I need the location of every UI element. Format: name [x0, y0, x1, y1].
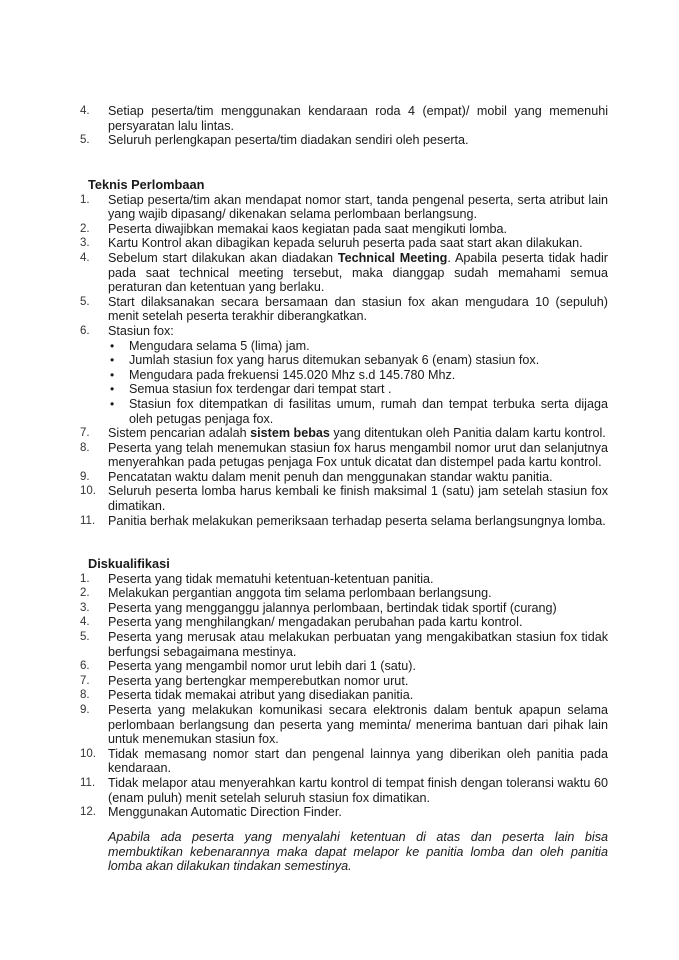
item-number: 10.: [80, 747, 96, 760]
list-item: [80, 630, 608, 659]
list-item: [80, 251, 608, 295]
item-text: Start dilaksanakan secara bersamaan dan stasiun fox akan mengudara 10 (sepuluh) menit setelah peserta terakhir diberangkatkan.: [108, 294, 608, 324]
item-number: 8.: [80, 689, 90, 702]
item-number: 4.: [80, 105, 90, 117]
diskualifikasi-section: [80, 557, 608, 820]
bullet-item: [108, 382, 608, 397]
stasiun-fox-bullets: [108, 339, 608, 427]
item-text: Tidak memasang nomor start dan pengenal lainnya yang diberikan oleh panitia pada kendaraan.: [108, 746, 608, 776]
list-item: [80, 222, 608, 237]
item-text: Stasiun fox:: [108, 323, 174, 338]
item-text: Setiap peserta/tim akan mendapat nomor start, tanda pengenal peserta, serta atribut lain yang wajib dipasang/ dikenakan selama perlombaan berlangsung.: [108, 192, 608, 222]
list-item: [80, 747, 608, 776]
item-number: 4.: [80, 616, 90, 629]
bullet-text: Stasiun fox ditempatkan di fasilitas umum, rumah dan tempat terbuka serta dijaga oleh petugas penjaga fox.: [129, 396, 608, 426]
item-number: 5.: [80, 295, 90, 308]
item-number: 7.: [80, 674, 90, 687]
item-number: 11.: [80, 776, 96, 789]
item-text: Pencatatan waktu dalam menit penuh dan menggunakan standar waktu panitia.: [108, 469, 553, 484]
list-item: [80, 426, 608, 441]
item-number: 5.: [80, 630, 90, 643]
bullet-item: [108, 368, 608, 383]
item-number: 9.: [80, 703, 90, 716]
item-text: Melakukan pergantian anggota tim selama perlombaan berlangsung.: [108, 586, 492, 601]
list-item: [80, 659, 608, 674]
item-text: Tidak melapor atau menyerahkan kartu kontrol di tempat finish dengan toleransi waktu 60 (enam puluh) menit setelah seluruh stasiun fox dimatikan.: [108, 775, 608, 805]
bullet-text: Mengudara selama 5 (lima) jam.: [129, 338, 310, 353]
item-number: 11.: [80, 514, 96, 527]
item-number: 3.: [80, 601, 90, 614]
item-number: 5.: [80, 134, 90, 147]
list-item: [80, 295, 608, 324]
item-text: Peserta yang mengganggu jalannya perlombaan, bertindak tidak sportif (curang): [108, 600, 557, 615]
item-text: Peserta yang melakukan komunikasi secara elektronis dalam bentuk apapun selama perlombaan berlangsung dan peserta yang meminta/ menerima bantuan dari pihak lain untuk menemukan stasiun fox.: [108, 702, 608, 747]
item-text: Setiap peserta/tim menggunakan kendaraan roda 4 (empat)/ mobil yang memenuhi persyaratan lalu lintas.: [108, 104, 608, 133]
item-text: Seluruh perlengkapan peserta/tim diadakan sendiri oleh peserta.: [108, 133, 469, 148]
item-number: 3.: [80, 237, 90, 250]
bullet-text: Mengudara pada frekuensi 145.020 Mhz s.d 145.780 Mhz.: [129, 367, 456, 382]
item-number: 7.: [80, 427, 90, 440]
item-number: 2.: [80, 222, 90, 235]
list-item: [80, 324, 608, 426]
list-item: [80, 133, 608, 148]
list-item: [80, 236, 608, 251]
item-number: 12.: [80, 806, 96, 819]
item-text: Kartu Kontrol akan dibagikan kepada seluruh peserta pada saat start akan dilakukan.: [108, 236, 583, 251]
item-number: 1.: [80, 572, 90, 585]
list-item: [80, 470, 608, 485]
item-text: Menggunakan Automatic Direction Finder.: [108, 805, 342, 820]
item-text: Peserta yang tidak mematuhi ketentuan-ketentuan panitia.: [108, 571, 434, 586]
intro-list-section: [80, 104, 608, 148]
disqualification-note: Apabila ada peserta yang menyalahi ketentuan di atas dan peserta lain bisa membuktikan kebenarannya maka dapat melapor ke panitia lomba dan oleh panitia lomba akan dilakukan tindakan semestinya.: [108, 830, 608, 874]
section-heading-diskualifikasi: Diskualifikasi: [88, 556, 170, 571]
bold-sistem-bebas: sistem bebas: [250, 426, 330, 441]
bold-technical-meeting: Technical Meeting: [337, 250, 448, 265]
item-text-before: Sebelum start dilakukan akan diadakan: [108, 250, 338, 265]
diskualifikasi-list: [80, 572, 608, 820]
list-item: [80, 586, 608, 601]
item-number: 1.: [80, 193, 90, 206]
list-item: [80, 703, 608, 747]
item-text: Peserta yang bertengkar memperebutkan nomor urut.: [108, 673, 409, 688]
item-number: 8.: [80, 441, 90, 454]
item-text-before: Sistem pencarian adalah: [108, 426, 251, 441]
item-number: 6.: [80, 660, 90, 673]
intro-list: [80, 104, 608, 148]
item-number: 10.: [80, 485, 96, 498]
section-heading-teknis: Teknis Perlombaan: [88, 177, 205, 192]
item-number: 9.: [80, 470, 90, 483]
bullet-item: [108, 353, 608, 368]
item-number: 4.: [80, 251, 90, 264]
list-item: [80, 441, 608, 470]
list-item: [80, 484, 608, 513]
list-item: [80, 601, 608, 616]
bullet-item: [108, 339, 608, 354]
list-item: [80, 688, 608, 703]
list-item: [80, 674, 608, 689]
bullet-text: Semua stasiun fox terdengar dari tempat start .: [129, 382, 392, 397]
item-text: Peserta yang merusak atau melakukan perbuatan yang mengakibatkan stasiun fox tidak berfungsi sebagaimana mestinya.: [108, 629, 608, 659]
item-text: Peserta yang telah menemukan stasiun fox harus mengambil nomor urut dan selanjutnya menyerahkan pada petugas penjaga Fox untuk dicatat dan distempel pada kartu kontrol.: [108, 440, 608, 470]
bullet-text: Jumlah stasiun fox yang harus ditemukan sebanyak 6 (enam) stasiun fox.: [129, 353, 540, 368]
item-text: Peserta tidak memakai atribut yang disediakan panitia.: [108, 688, 414, 703]
list-item: [80, 193, 608, 222]
item-text-after: . Apabila peserta tidak hadir pada saat technical meeting tersebut, maka dianggap sudah memahami semua peraturan dan ketentuan yang berlaku.: [108, 250, 608, 295]
item-text: Peserta diwajibkan memakai kaos kegiatan pada saat mengikuti lomba.: [108, 221, 508, 236]
bullet-item: [108, 397, 608, 426]
list-item: [80, 805, 608, 820]
list-item: [80, 104, 608, 133]
list-item: [80, 514, 608, 529]
item-text: Seluruh peserta lomba harus kembali ke finish maksimal 1 (satu) jam setelah stasiun fox dimatikan.: [108, 484, 608, 514]
item-number: 6.: [80, 324, 90, 337]
teknis-list: [80, 193, 608, 529]
item-number: 2.: [80, 587, 90, 600]
list-item: [80, 776, 608, 805]
teknis-section: [80, 178, 608, 528]
item-text: Peserta yang mengambil nomor urut lebih dari 1 (satu).: [108, 659, 416, 674]
list-item: [80, 615, 608, 630]
list-item: [80, 572, 608, 587]
item-text: Peserta yang menghilangkan/ mengadakan perubahan pada kartu kontrol.: [108, 615, 523, 630]
item-text-after: yang ditentukan oleh Panitia dalam kartu kontrol.: [329, 426, 606, 441]
item-text: Panitia berhak melakukan pemeriksaan terhadap peserta selama berlangsungnya lomba.: [108, 513, 606, 528]
